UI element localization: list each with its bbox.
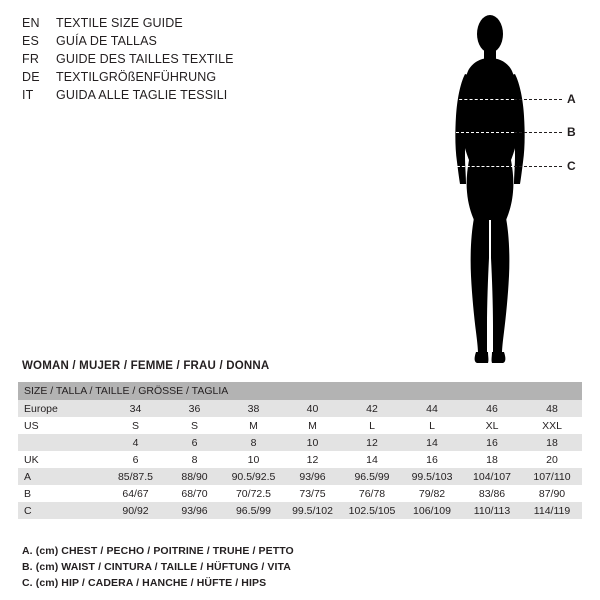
cell: 102.5/105 (342, 502, 402, 519)
table-header-row (18, 382, 582, 400)
row-label: US (18, 417, 106, 434)
cell: L (402, 417, 462, 434)
language-code: DE (22, 70, 40, 84)
cell: 79/82 (402, 485, 462, 502)
cell: 36 (165, 400, 224, 417)
woman-section-caption: WOMAN / MUJER / FEMME / FRAU / DONNA (22, 360, 270, 372)
table-row (18, 451, 582, 468)
measure-line-c-inner (452, 166, 514, 167)
measure-label-c: C (567, 159, 576, 173)
cell: XXL (522, 417, 582, 434)
measure-line-b-inner (456, 132, 514, 133)
cell: L (342, 417, 402, 434)
language-code: IT (22, 88, 34, 102)
cell: 18 (522, 434, 582, 451)
row-label: UK (18, 451, 106, 468)
cell: 12 (342, 434, 402, 451)
language-title: GUIDE DES TAILLES TEXTILE (56, 52, 234, 66)
cell: M (283, 417, 342, 434)
cell: 99.5/103 (402, 468, 462, 485)
cell: 83/86 (462, 485, 522, 502)
cell: 20 (522, 451, 582, 468)
cell: 38 (224, 400, 283, 417)
cell: 8 (165, 451, 224, 468)
cell: 40 (283, 400, 342, 417)
cell: 10 (283, 434, 342, 451)
cell: 104/107 (462, 468, 522, 485)
size-table (18, 382, 582, 519)
cell: 8 (224, 434, 283, 451)
cell: 18 (462, 451, 522, 468)
cell: 6 (106, 451, 165, 468)
language-code: FR (22, 52, 40, 66)
cell: 76/78 (342, 485, 402, 502)
cell: 73/75 (283, 485, 342, 502)
measurement-notes (22, 543, 582, 591)
table-row (18, 468, 582, 485)
measure-line-c-outer (514, 166, 562, 167)
cell: M (224, 417, 283, 434)
note-waist: B. (cm) WAIST / CINTURA / TAILLE / HÜFTUNG / VITA (22, 561, 291, 573)
note-chest: A. (cm) CHEST / PECHO / POITRINE / TRUHE / PETTO (22, 545, 294, 557)
cell: S (106, 417, 165, 434)
language-code: ES (22, 34, 40, 48)
row-label: C (18, 502, 106, 519)
language-title: GUÍA DE TALLAS (56, 34, 157, 48)
measure-line-a-outer (514, 99, 562, 100)
cell: 64/67 (106, 485, 165, 502)
cell: 12 (283, 451, 342, 468)
cell: 88/90 (165, 468, 224, 485)
cell: 14 (402, 434, 462, 451)
language-title: TEXTILE SIZE GUIDE (56, 16, 183, 30)
row-label (18, 434, 106, 451)
language-row (22, 32, 322, 50)
female-body-figure (400, 8, 600, 368)
table-row (18, 417, 582, 434)
cell: 87/90 (522, 485, 582, 502)
cell: 42 (342, 400, 402, 417)
measure-label-a: A (567, 92, 576, 106)
female-silhouette-icon (430, 8, 550, 368)
language-row (22, 68, 322, 86)
cell: 90.5/92.5 (224, 468, 283, 485)
cell: 4 (106, 434, 165, 451)
size-table-wrapper (18, 382, 582, 519)
cell: 99.5/102 (283, 502, 342, 519)
row-label: Europe (18, 400, 106, 417)
cell: 44 (402, 400, 462, 417)
language-code: EN (22, 16, 40, 30)
cell: 6 (165, 434, 224, 451)
cell: 16 (402, 451, 462, 468)
language-title-block (22, 14, 322, 104)
language-row (22, 86, 322, 104)
cell: 68/70 (165, 485, 224, 502)
cell: 46 (462, 400, 522, 417)
cell: 48 (522, 400, 582, 417)
row-label: B (18, 485, 106, 502)
cell: 114/119 (522, 502, 582, 519)
cell: 10 (224, 451, 283, 468)
cell: 90/92 (106, 502, 165, 519)
measure-label-b: B (567, 125, 576, 139)
measure-line-b-outer (514, 132, 562, 133)
measure-line-a-inner (454, 99, 514, 100)
row-label: A (18, 468, 106, 485)
cell: 96.5/99 (342, 468, 402, 485)
table-row (18, 485, 582, 502)
language-title: TEXTILGRÖßENFÜHRUNG (56, 70, 217, 84)
cell: XL (462, 417, 522, 434)
cell: 93/96 (283, 468, 342, 485)
cell: 110/113 (462, 502, 522, 519)
language-row (22, 50, 322, 68)
cell: 106/109 (402, 502, 462, 519)
cell: 70/72.5 (224, 485, 283, 502)
cell: S (165, 417, 224, 434)
cell: 107/110 (522, 468, 582, 485)
cell: 14 (342, 451, 402, 468)
note-hip: C. (cm) HIP / CADERA / HANCHE / HÜFTE / HIPS (22, 577, 267, 589)
table-header-label: SIZE / TALLA / TAILLE / GRÖSSE / TAGLIA (18, 382, 582, 400)
table-row (18, 434, 582, 451)
cell: 93/96 (165, 502, 224, 519)
language-row (22, 14, 322, 32)
cell: 85/87.5 (106, 468, 165, 485)
cell: 34 (106, 400, 165, 417)
cell: 96.5/99 (224, 502, 283, 519)
table-row (18, 400, 582, 417)
cell: 16 (462, 434, 522, 451)
language-title: GUIDA ALLE TAGLIE TESSILI (56, 88, 228, 102)
table-row (18, 502, 582, 519)
